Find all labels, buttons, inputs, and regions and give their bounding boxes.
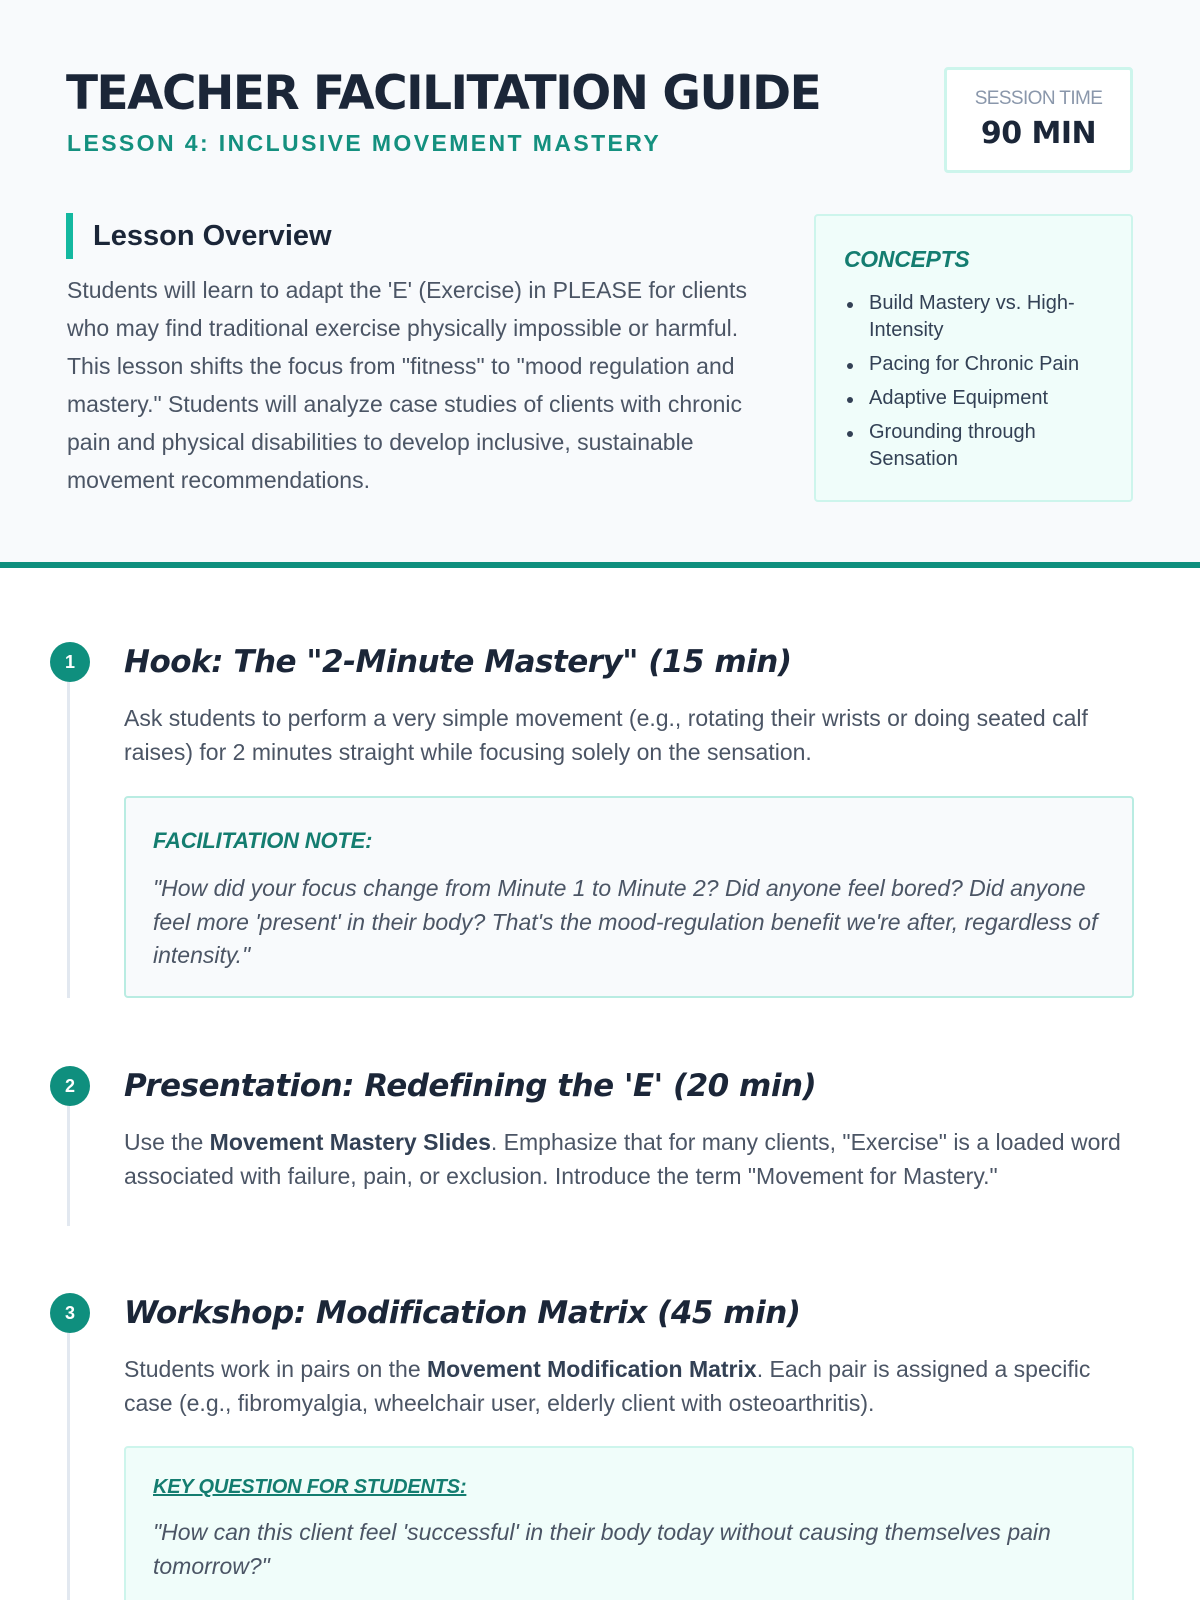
overview-heading: Lesson Overview [66, 213, 332, 259]
step-2-text-post: . Emphasize that for many clients, "Exercise" is a loaded word associated with failure, pain, or exclusion. Introduce the term "Movement for Mastery." [124, 1129, 1121, 1189]
step-2-text-pre: Use the [124, 1129, 210, 1155]
concepts-list [844, 290, 1114, 480]
page-title: TEACHER FACILITATION GUIDE [66, 66, 821, 121]
concept-item: Grounding through Sensation [844, 419, 1114, 473]
concept-item: Pacing for Chronic Pain [844, 351, 1114, 378]
step-3-number: 3 [50, 1293, 90, 1333]
step-3-text [124, 1353, 1134, 1420]
movement-modification-matrix-ref: Movement Modification Matrix [427, 1356, 757, 1382]
step-2-text [124, 1126, 1134, 1193]
lesson-subtitle: LESSON 4: INCLUSIVE MOVEMENT MASTERY [67, 130, 662, 156]
guide-header [0, 0, 1200, 568]
session-time-card [944, 67, 1133, 173]
session-time-label: SESSION TIME [974, 88, 1103, 109]
step-1-number: 1 [50, 642, 90, 682]
facilitation-note-text: "How did your focus change from Minute 1 to Minute 2? Did anyone feel bored? Did anyone feel more 'present' in their body? That's the mood-regulation benefit we're after, regardless of intensity." [153, 875, 1098, 968]
concept-item: Adaptive Equipment [844, 385, 1114, 412]
facilitation-note-title: FACILITATION NOTE: [153, 828, 373, 853]
movement-mastery-slides-ref: Movement Mastery Slides [209, 1129, 491, 1155]
step-2-title: Presentation: Redefining the 'E' (20 min) [124, 1068, 817, 1104]
step-2-number: 2 [50, 1066, 90, 1106]
concepts-title: CONCEPTS [844, 246, 970, 272]
step-1-title: Hook: The "2-Minute Mastery" (15 min) [124, 644, 792, 680]
key-question-title: KEY QUESTION FOR STUDENTS: [153, 1476, 467, 1498]
facilitation-note [124, 796, 1134, 998]
step-3-text-post: . Each pair is assigned a specific case (e.g., fibromyalgia, wheelchair user, elderly client with osteoarthritis). [124, 1356, 1091, 1416]
step-2-timeline [67, 1086, 70, 1226]
step-3-text-pre: Students work in pairs on the [124, 1356, 427, 1382]
key-question-note [124, 1446, 1134, 1600]
concept-item: Build Mastery vs. High-Intensity [844, 290, 1114, 344]
concepts-card [814, 214, 1133, 502]
step-1-timeline [67, 662, 70, 998]
step-3-timeline [67, 1313, 70, 1600]
overview-text: Students will learn to adapt the 'E' (Exercise) in PLEASE for clients who may find traditional exercise physically impossible or harmful. This lesson shifts the focus from "fitness" to "mood regulation and mastery." Students will analyze case studies of clients with chronic pain and physical disabilities to develop inclusive, sustainable movement recommendations. [67, 277, 747, 493]
key-question-text: "How can this client feel 'successful' in their body today without causing themselves pain tomorrow?" [153, 1519, 1051, 1579]
session-time-value: 90 MIN [980, 116, 1097, 151]
step-1-text: Ask students to perform a very simple movement (e.g., rotating their wrists or doing seated calf raises) for 2 minutes straight while focusing solely on the sensation. [124, 705, 1088, 765]
step-3-title: Workshop: Modification Matrix (45 min) [124, 1295, 801, 1331]
